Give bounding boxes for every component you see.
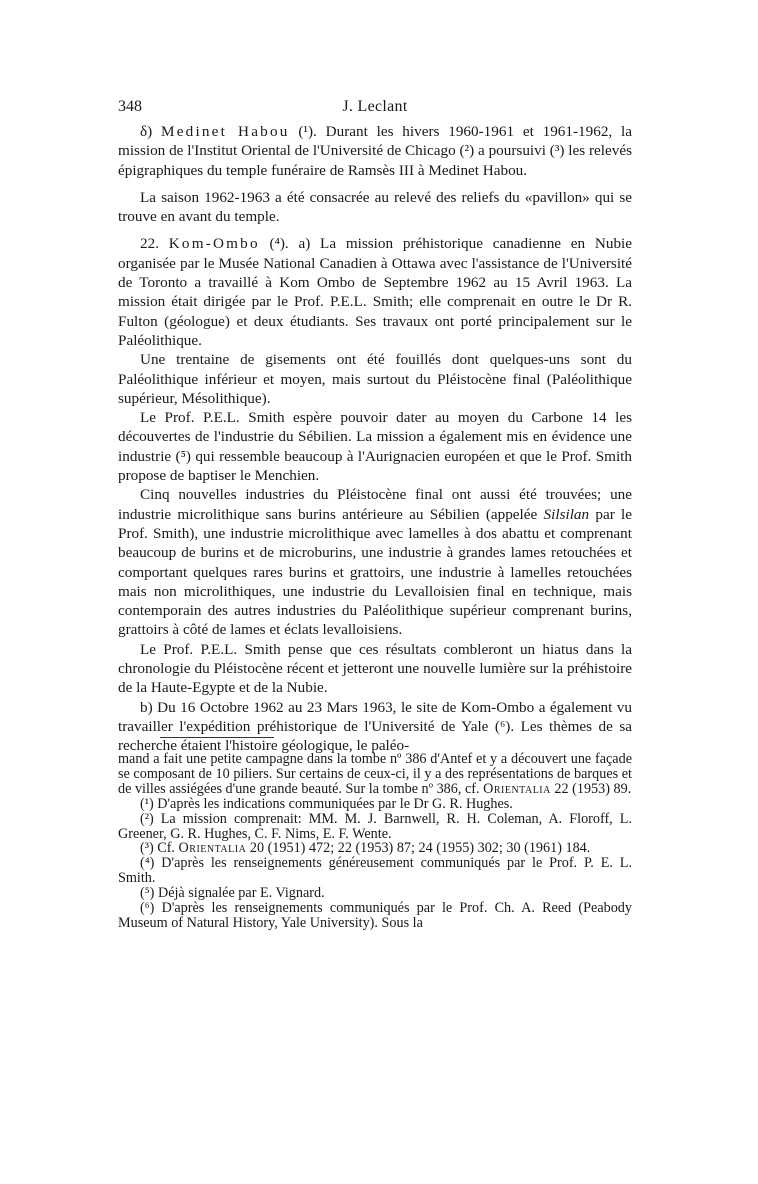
footnote-4: (⁴) D'après les renseignements généreusement communiqués par le Prof. P. E. L. Smith.: [118, 855, 632, 887]
footnote-1: (¹) D'après les indications communiquées par le Dr G. R. Hughes.: [140, 795, 513, 812]
journal-name: Orientalia: [483, 780, 551, 797]
paragraph-text: (¹). Durant les hivers 1960-1961 et 1961-1962, la mission de l'Institut Oriental de l'Université de Chicago (²) a poursuivi (³) les relevés épigraphiques du temple funéraire de Ramsès III à Medinet Habou.: [118, 123, 632, 179]
section-number: 22.: [140, 235, 169, 253]
paragraph-text: (⁴). a) La mission préhistorique canadienne en Nubie organisée par le Musée National Canadien à Ottawa avec l'assistance de l'Université de Toronto a travaillé à Kom Ombo de Septembre 1962 au 15 Avril 1963. La mission était dirigée par le Prof. P.E.L. Smith; elle comprenait en outre le Dr R. Fulton (géologue) et deux étudiants. Ses travaux ont porté principalement sur le Paléolithique.: [118, 235, 633, 349]
page-number: 348: [118, 98, 142, 115]
paragraph-yale: b) Du 16 Octobre 1962 au 23 Mars 1963, le site de Kom-Ombo a également vu travailler l'expédition préhistorique de l'Université de Yale (⁶). Les thèmes de sa recherche étaient l'histoire géologique, le paléo-: [118, 698, 632, 755]
site-name: Medinet Habou: [161, 123, 290, 140]
footnote-text: 22 (1953) 89.: [550, 780, 632, 797]
paragraph-text: par le Prof. Smith), une industrie microlithique avec lamelles à dos abattu et comprenant beaucoup de burins et de microburins, une industrie à grandes lames retouchées et comportant quelques rares burins et grattoirs, une industrie à lamelles retouchées mais non microlithiques, une industrie du Levalloisien final en technique, mais contemporain des autres industries du Paléolithique supérieur comprenant burins, grattoirs à côté de lames et éclats levalloisiens.: [118, 505, 633, 639]
footnote-3: [118, 841, 632, 856]
footnote-text: (³) Cf.: [140, 840, 179, 857]
footnotes: [118, 752, 632, 931]
italic-term: Silsilan: [543, 505, 590, 523]
paragraph-kom-ombo: [118, 234, 632, 350]
paragraph-gisements: Une trentaine de gisements ont été fouillés dont quelques-uns sont du Paléolithique inférieur et moyen, mais surtout du Pléistocène final (Paléolithique supérieur, Mésolithique).: [118, 351, 632, 407]
footnote-text: mand a fait une petite campagne dans la tombe nº 386 d'Antef et y a découvert une façade se composant de 10 piliers. Sur certains de ceux-ci, il y a des représentations de barques et de villes assiégées d'une grande beauté. Sur la tombe nº 386, cf.: [118, 751, 632, 797]
footnote-2: (²) La mission comprenait: MM. M. J. Barnwell, R. H. Coleman, A. Floroff, L. Greener, G. R. Hughes, C. F. Nims, E. F. Wente.: [118, 810, 632, 842]
paragraph-pavillon: La saison 1962-1963 a été consacrée au relevé des reliefs du «pavillon» qui se trouve en avant du temple.: [118, 188, 632, 226]
footnote-text: 20 (1951) 472; 22 (1953) 87; 24 (1955) 302; 30 (1961) 184.: [246, 840, 591, 857]
footnote-divider: [160, 737, 274, 738]
site-name: Kom-Ombo: [168, 235, 260, 253]
journal-name: Orientalia: [178, 840, 247, 857]
paragraph-carbone: Le Prof. P.E.L. Smith espère pouvoir dater au moyen du Carbone 14 les découvertes de l'industrie du Sébilien. La mission a également mis en évidence une industrie (⁵) qui ressemble beaucoup à l'Aurignacien européen et que le Prof. Smith propose de baptiser le Menchien.: [118, 409, 632, 485]
paragraph-hiatus: Le Prof. P.E.L. Smith pense que ces résultats combleront un hiatus dans la chronologie du Pléistocène récent et jetteront une nouvelle lumière sur la préhistoire de la Haute-Egypte et de la Nubie.: [118, 640, 632, 697]
footnote-6: (⁶) D'après les renseignements communiqués par le Prof. Ch. A. Reed (Peabody Museum of Natural History, Yale University). Sous la: [118, 900, 632, 931]
paragraph-medinet-habou: [118, 122, 632, 180]
paragraph-industries: [118, 485, 632, 639]
page-header: [118, 98, 632, 120]
paragraph-text: Cinq nouvelles industries du Pléistocène final ont aussi été trouvées; une industrie microlithique sans burins antérieure au Sébilien (appelée: [118, 486, 632, 523]
item-label: δ): [140, 123, 162, 140]
footnote-continuation: [118, 752, 632, 797]
running-head: J. Leclant: [342, 98, 408, 115]
main-text: [118, 122, 632, 756]
footnote-5: (⁵) Déjà signalée par E. Vignard.: [140, 885, 325, 902]
